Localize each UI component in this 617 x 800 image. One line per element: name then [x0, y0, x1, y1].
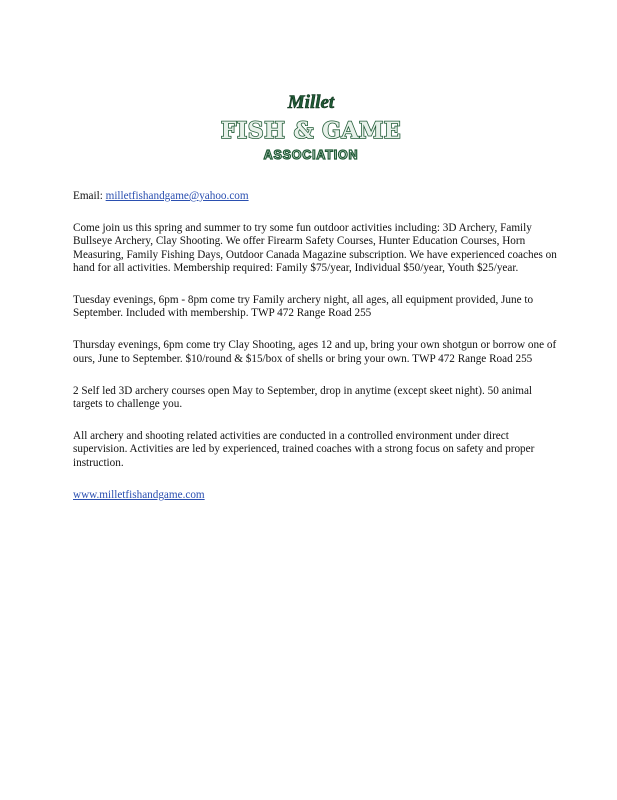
- website-line: [73, 489, 563, 502]
- logo-line-millet: Millet: [287, 92, 335, 113]
- intro-paragraph: Come join us this spring and summer to try some fun outdoor activities including: 3D Archery, Family Bullseye Archery, Clay Shooting. We offer Firearm Safety Courses, Hunter Education Courses, Horn Measuring, Family Fishing Days, Outdoor Canada Magazine subscription. We have experienced coaches on hand for all activities. Membership required: Family $75/year, Individual $50/year, Youth $25/year.: [73, 221, 557, 275]
- self-led-paragraph: 2 Self led 3D archery courses open May to September, drop in anytime (except skeet night). 50 animal targets to challenge you.: [73, 384, 533, 411]
- tuesday-paragraph: Tuesday evenings, 6pm - 8pm come try Family archery night, all ages, all equipment provided, June to September. Included with membership. TWP 472 Range Road 255: [73, 294, 534, 320]
- association-logo: [220, 88, 402, 166]
- email-label: Email:: [73, 190, 103, 202]
- thursday-paragraph: Thursday evenings, 6pm come try Clay Shooting, ages 12 and up, bring your own shotgun or borrow one of ours, June to September. $10/round & $15/box of shells or bring your own. TWP 472 Range Road 255: [73, 339, 557, 365]
- logo-graphic: [220, 88, 402, 166]
- email-line: [73, 190, 563, 203]
- logo-line-association: ASSOCIATION: [263, 148, 359, 162]
- safety-paragraph: All archery and shooting related activities are conducted in a controlled environment under direct supervision. Activities are led by experienced, trained coaches with a strong focus on safety and proper instruction.: [73, 429, 535, 469]
- logo-line-fish-game: FISH & GAME: [220, 118, 402, 144]
- website-link[interactable]: www.milletfishandgame.com: [73, 488, 205, 501]
- document-body: [73, 190, 563, 521]
- email-link[interactable]: milletfishandgame@yahoo.com: [105, 190, 249, 202]
